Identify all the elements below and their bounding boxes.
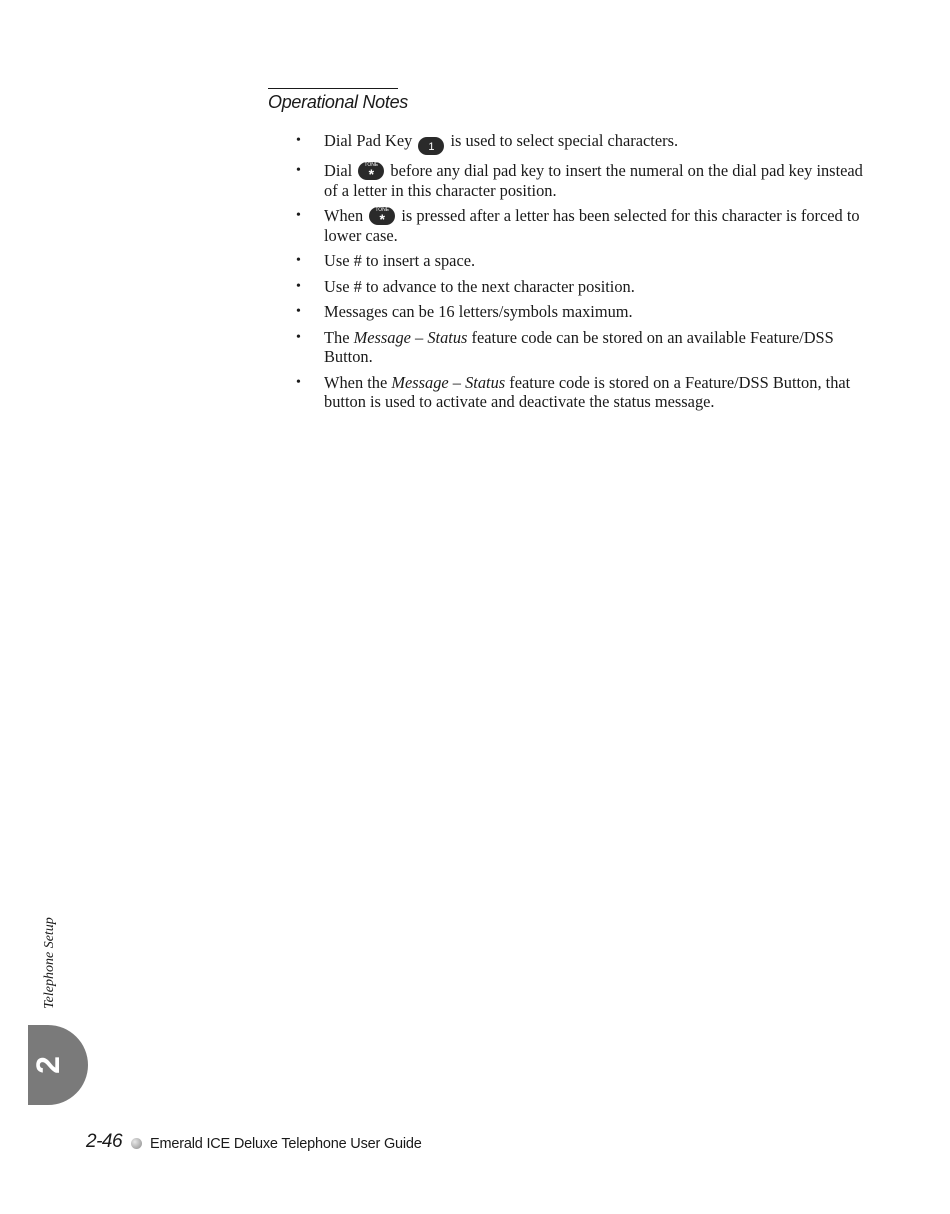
heading-rule (268, 88, 398, 89)
list-item: • Dial TONE * before any dial pad key to insert the numeral on the dial pad key instead of a letter in this character position. (296, 161, 863, 200)
tone-star-key-icon: TONE * (358, 162, 384, 180)
feature-name: Message – Status (391, 372, 506, 392)
guide-title: Emerald ICE Deluxe Telephone User Guide (150, 1135, 422, 1152)
feature-name: Message – Status (353, 327, 468, 347)
bullet: • (296, 208, 301, 223)
list-item: • The Message – Status feature code can be stored on an available Feature/DSS Button. (296, 327, 834, 366)
bullet: • (296, 329, 301, 345)
footer-dot-icon (131, 1138, 142, 1149)
list-item: • Messages can be 16 letters/symbols maximum. (296, 302, 633, 321)
list-item: • Dial Pad Key 1 is used to select special characters. (296, 131, 679, 153)
dial-key-1-icon: 1 (418, 137, 444, 155)
section-heading-block (268, 88, 408, 113)
list-item: • When TONE * is pressed after a letter has been selected for this character is forced to lower case. (296, 206, 860, 245)
page-number: 2-46 (86, 1131, 123, 1152)
tone-star-key-icon: TONE * (369, 207, 395, 225)
bullet: • (296, 133, 301, 148)
bullet: • (296, 374, 301, 390)
bullet: • (296, 253, 301, 268)
chapter-label: Telephone Setup (42, 917, 57, 1009)
bullet: • (296, 304, 301, 319)
section-heading: Operational Notes (268, 92, 408, 112)
list-item: • When the Message – Status feature code is stored on a Feature/DSS Button, that button is used to activate and deactivate the status message. (296, 372, 851, 411)
page-footer (86, 1131, 422, 1153)
list-item: • Use # to advance to the next character position. (296, 276, 635, 296)
operational-notes-list (296, 131, 871, 418)
bullet: • (296, 278, 301, 294)
chapter-number: 2 (30, 1056, 66, 1074)
list-item: • Use # to insert a space. (296, 251, 476, 270)
bullet: • (296, 163, 301, 178)
